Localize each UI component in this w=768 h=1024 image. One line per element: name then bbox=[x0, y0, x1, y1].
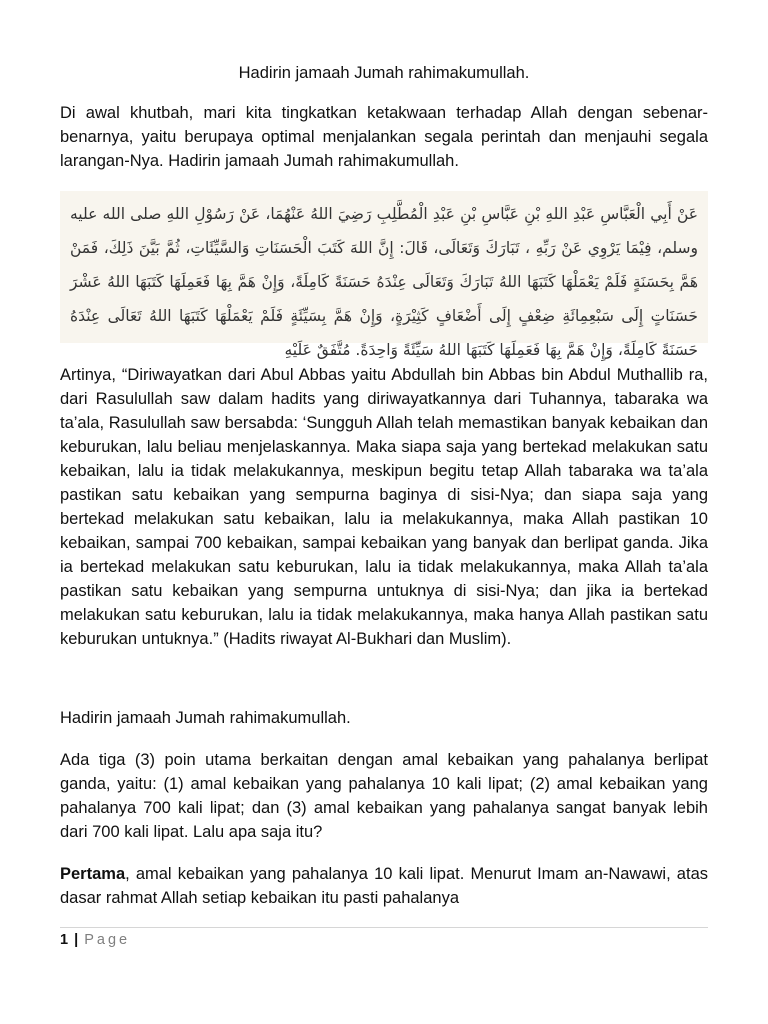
arabic-hadith-block bbox=[60, 191, 708, 359]
footer-separator: | bbox=[74, 932, 79, 948]
greeting-title: Hadirin jamaah Jumah rahimakumullah. bbox=[238, 64, 530, 82]
page-footer bbox=[60, 931, 130, 949]
first-point-text: , amal kebaikan yang pahalanya 10 kali lipat. Menurut Imam an-Nawawi, atas dasar rahmat Allah setiap kebaikan itu pasti pahalanya bbox=[60, 865, 708, 907]
page-label: Page bbox=[84, 932, 131, 948]
paragraph-opening: Di awal khutbah, mari kita tingkatkan ketakwaan terhadap Allah dengan sebenar-benarnya, yaitu berupaya optimal menjalankan segala perintah dan menjauhi segala larangan-Nya. Hadirin jamaah Jumah rahimakumullah. bbox=[60, 104, 708, 170]
page-number: 1 bbox=[60, 932, 69, 948]
paragraph-translation: Artinya, “Diriwayatkan dari Abul Abbas yaitu Abdullah bin Abbas bin Abdul Muthallib ra, dari Rasulullah saw dalam hadits yang diriwayatkannya dari Tuhannya, tabaraka wa ta’ala, Rasulullah saw bersabda: ‘Sungguh Allah telah memastikan banyak kebaikan dan keburukan, lalu beliau menjelaskannya. Maka siapa saja yang bertekad melakukan satu kebaikan, lalu ia tidak melakukannya, meskipun begitu tetap Allah tabaraka wa ta’ala pastikan satu kebaikan yang sempurna baginya di sisi-Nya; dan siapa saja yang bertekad melakukan satu kebaikan, lalu ia melakukannya, maka Allah pastikan 10 kebaikan, sampai 700 kebaikan, sampai kebaikan yang banyak dan berlipat ganda. Jika ia bertekad melakukan satu keburukan, lalu ia tidak melakukannya, maka Allah ta’ala pastikan satu kebaikan yang sempurna untuknya di sisi-Nya; dan jika ia bertekad melakukan satu keburukan, lalu ia tidak melakukannya, maka hanya Allah pastikan satu keburukan untuknya.” (Hadits riwayat Al-Bukhari dan Muslim). bbox=[60, 366, 708, 648]
paragraph-three-points: Ada tiga (3) poin utama berkaitan dengan amal kebaikan yang pahalanya berlipat ganda, yaitu: (1) amal kebaikan yang pahalanya 10 kali lipat; (2) amal kebaikan yang pahalanya 700 kali lipat; dan (3) amal kebaikan yang pahalanya sangat banyak lebih dari 700 kali lipat. Lalu apa saja itu? bbox=[60, 751, 708, 841]
footer-divider bbox=[60, 927, 708, 928]
paragraph-greeting: Hadirin jamaah Jumah rahimakumullah. bbox=[60, 709, 351, 727]
arabic-hadith-text: عَنْ أَبِي الْعَبَّاسِ عَبْدِ اللهِ بْنِ عَبَّاسِ بْنِ عَبْدِ الْمُطَّلِبِ رَضِيَ اللهُ عَنْهُمَا، عَنْ رَسُوْلِ اللهِ صلى الله عليه وسلم، فِيْمَا يَرْوِي عَنْ رَبِّهِ ، تَبَارَكَ وَتَعَالَى، قَالَ: إِنَّ اللهَ كَتَبَ الْحَسَنَاتِ وَالسَّيِّئَاتِ، ثُمَّ بَيَّنَ ذَلِكَ، فَمَنْ هَمَّ بِحَسَنَةٍ فَلَمْ يَعْمَلْهَا كَتَبَهَا اللهُ تَبَارَكَ وَتَعَالَى عِنْدَهُ حَسَنَةً كَامِلَةً، وَإِنْ هَمَّ بِهَا فَعَمِلَهَا كَتَبَهَا اللهُ عَشْرَ حَسَنَاتٍ إِلَى سَبْعِمِائَةِ ضِعْفٍ إِلَى أَضْعَافٍ كَثِيْرَةٍ، وَإِنْ هَمَّ بِسَيِّئَةٍ فَلَمْ يَعْمَلْهَا كَتَبَهَا اللهُ تَعَالَى عِنْدَهُ حَسَنَةً كَامِلَةً، وَإِنْ هَمَّ بِهَا فَعَمِلَهَا كَتَبَهَا اللهُ سَيِّئَةً وَاحِدَةً. مُتَّفَقٌ عَلَيْهِ bbox=[70, 205, 698, 359]
first-point-lead: Pertama bbox=[60, 865, 126, 883]
paragraph-first-point bbox=[60, 862, 708, 916]
